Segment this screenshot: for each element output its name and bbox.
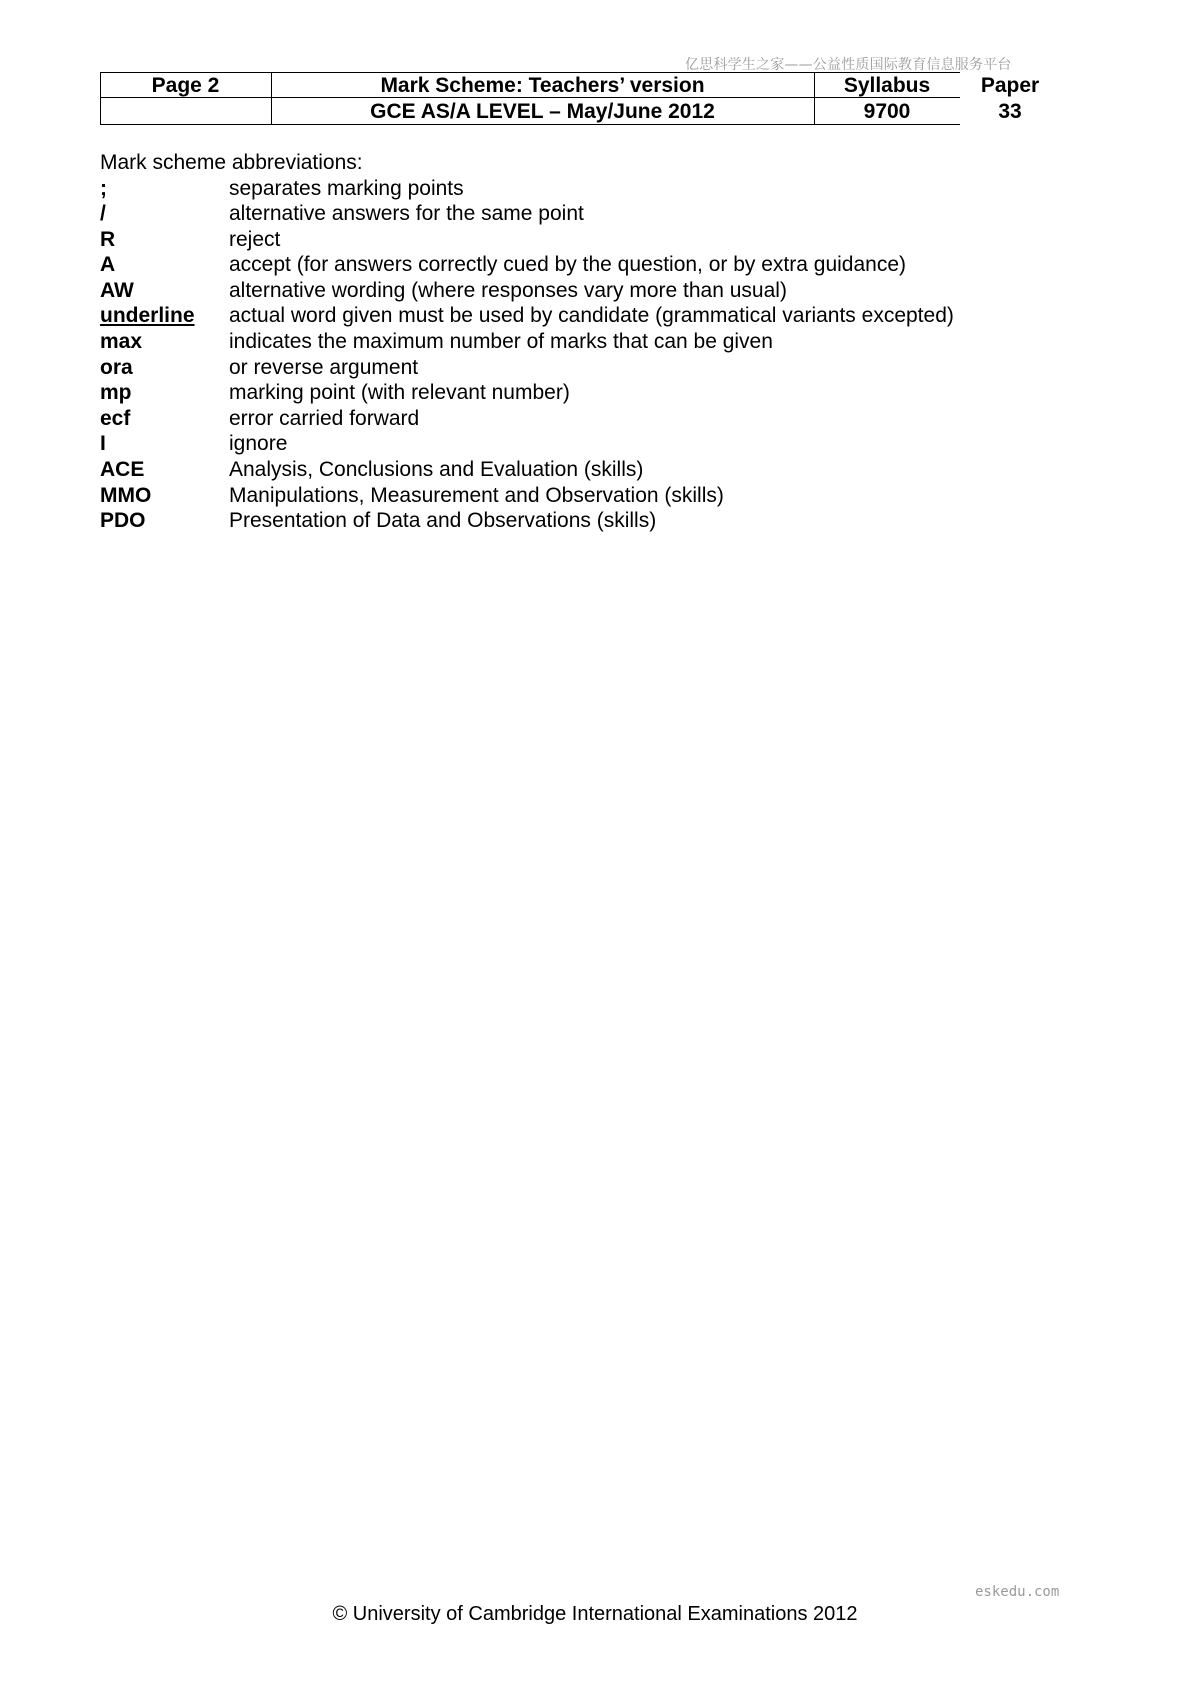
paper-label: Paper (980, 74, 1040, 97)
abbreviation-definition: alternative wording (where responses vary more than usual) (229, 278, 787, 302)
watermark-top-text: 亿思科学生之家——公益性质国际教育信息服务平台 (685, 57, 1012, 73)
exam-session: GCE AS/A LEVEL – May/June 2012 (370, 100, 715, 123)
abbreviation-term: A (100, 253, 116, 277)
syllabus-code: 9700 (863, 100, 911, 123)
abbreviation-term: PDO (100, 509, 146, 533)
abbreviation-definition: Analysis, Conclusions and Evaluation (skills) (229, 458, 644, 482)
list-item (100, 176, 1060, 202)
header-table (100, 72, 1060, 126)
copyright-footer: © University of Cambridge International Examinations 2012 (332, 1603, 858, 1625)
abbreviation-term: / (100, 202, 106, 226)
abbreviation-term: max (100, 330, 143, 354)
abbreviation-definition: error carried forward (229, 406, 420, 430)
abbreviation-definition: separates marking points (229, 176, 464, 200)
abbreviation-term: ora (100, 355, 133, 379)
abbreviation-term: I (100, 432, 106, 456)
abbreviation-term: underline (100, 304, 195, 328)
abbreviation-definition: accept (for answers correctly cued by the question, or by extra guidance) (229, 253, 907, 277)
abbreviation-definition: Presentation of Data and Observations (skills) (229, 509, 657, 533)
list-item (100, 252, 1060, 278)
list-item (100, 483, 1060, 509)
abbreviation-definition: or reverse argument (229, 355, 419, 379)
abbreviation-definition: indicates the maximum number of marks that can be given (229, 330, 773, 354)
abbreviations-list (100, 176, 1060, 534)
watermark-bottom-text: eskedu.com (975, 1584, 1060, 1600)
paper-number: 33 (998, 100, 1022, 123)
list-item (100, 406, 1060, 432)
list-item (100, 201, 1060, 227)
abbreviation-term: AW (100, 278, 134, 302)
list-item (100, 355, 1060, 381)
abbreviation-definition: marking point (with relevant number) (229, 381, 570, 405)
page-number: Page 2 (151, 74, 220, 97)
list-item (100, 431, 1060, 457)
abbreviation-definition: ignore (229, 432, 288, 456)
document-title: Mark Scheme: Teachers’ version (380, 74, 705, 97)
list-item (100, 457, 1060, 483)
list-item (100, 329, 1060, 355)
abbreviation-term: ACE (100, 458, 145, 482)
abbreviation-definition: alternative answers for the same point (229, 202, 584, 226)
abbreviation-term: MMO (100, 483, 152, 507)
abbreviation-term: ; (100, 176, 107, 200)
list-item (100, 508, 1060, 534)
abbreviation-term: mp (100, 381, 132, 405)
list-item (100, 380, 1060, 406)
abbreviation-term: ecf (100, 406, 131, 430)
list-item (100, 278, 1060, 304)
list-item (100, 227, 1060, 253)
abbreviation-definition: Manipulations, Measurement and Observation (skills) (229, 483, 724, 507)
abbreviation-term: R (100, 227, 116, 251)
list-item (100, 303, 1060, 329)
syllabus-label: Syllabus (843, 74, 931, 97)
abbreviations-heading: Mark scheme abbreviations: (100, 151, 363, 174)
header-border-bottom (100, 124, 960, 125)
abbreviation-definition: reject (229, 227, 281, 251)
abbreviation-definition: actual word given must be used by candidate (grammatical variants excepted) (229, 304, 954, 328)
